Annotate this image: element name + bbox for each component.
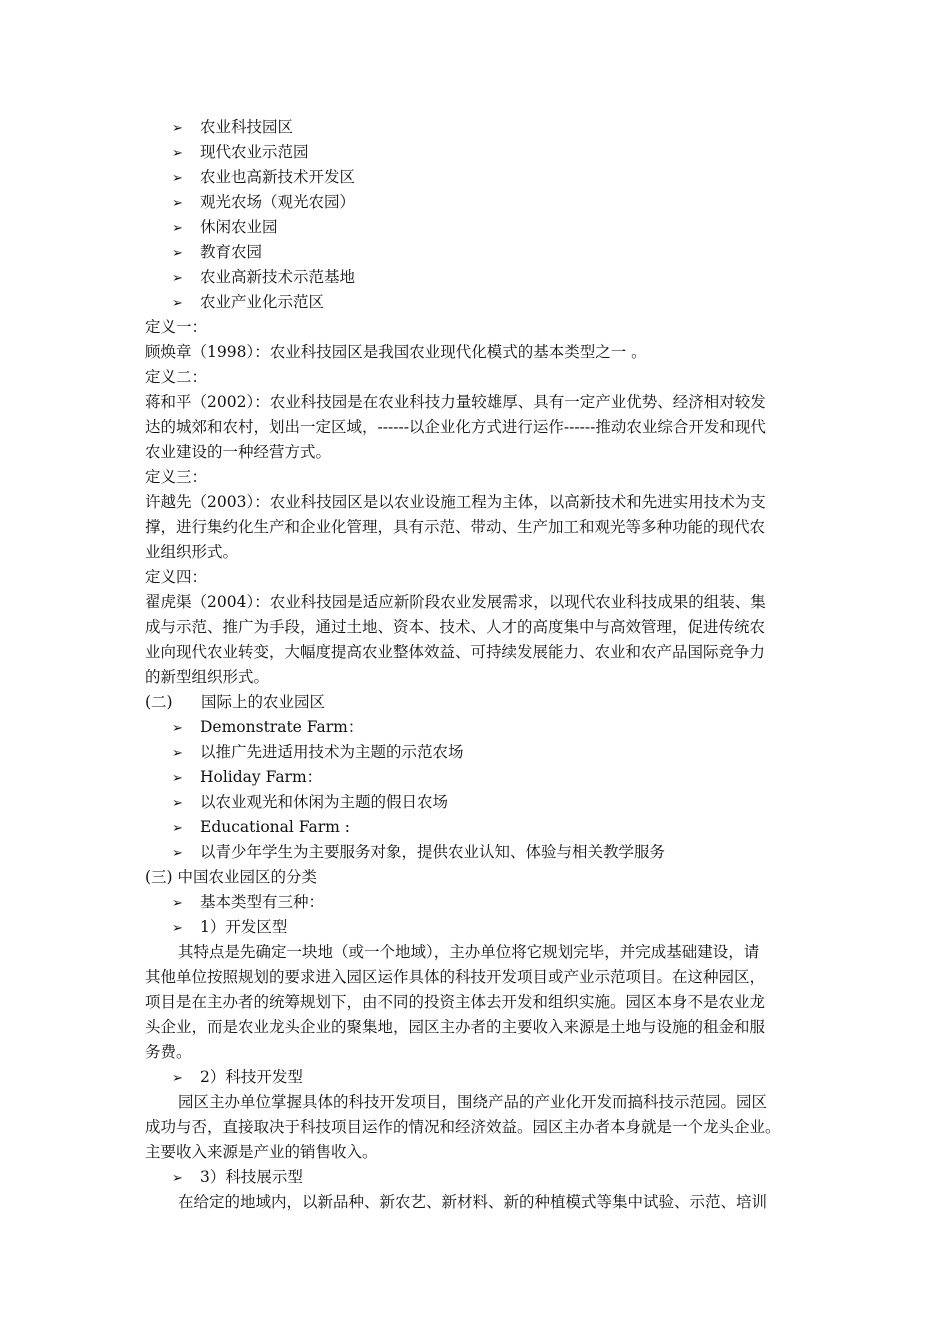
arrow-bullet-icon: ➢ [172,721,183,736]
list-item: ➢ 以农业观光和休闲为主题的假日农场 [172,790,448,816]
definition-text: 的新型组织形式。 [145,668,270,686]
list-item: ➢ 现代农业示范园 [172,140,309,166]
arrow-bullet-icon: ➢ [172,221,183,236]
list-item: ➢ 2）科技开发型 [172,1065,303,1091]
list-item: ➢ Demonstrate Farm： [172,715,363,741]
list-item: ➢ 农业高新技术示范基地 [172,265,355,291]
paragraph-line: 成功与否，直接取决于科技项目运作的情况和经济效益。园区主办者本身就是一个龙头企业。 [145,1118,781,1136]
section-heading [145,690,810,714]
paragraph-line: 项目是在主办者的统筹规划下，由不同的投资主体去开发和组织实施。园区本身不是农业龙 [145,993,766,1011]
list-item: ➢ 以推广先进适用技术为主题的示范农场 [172,740,464,766]
arrow-bullet-icon: ➢ [172,771,183,786]
definition-title: 定义一： [145,318,208,336]
arrow-bullet-icon: ➢ [172,171,183,186]
definition-text: 翟虎渠（2004）：农业科技园是适应新阶段农业发展需求，以现代农业科技成果的组装、集 [145,593,766,611]
list-item: ➢ 农业产业化示范区 [172,290,324,316]
arrow-bullet-icon: ➢ [172,896,183,911]
definition-text: 撑，进行集约化生产和企业化管理，具有示范、带动、生产加工和观光等多种功能的现代农 [145,518,766,536]
definition-text: 顾焕章（1998）：农业科技园区是我国农业现代化模式的基本类型之一 。 [145,343,647,361]
definition-text: 业向现代农业转变，大幅度提高农业整体效益、可持续发展能力、农业和农产品国际竞争力 [145,643,766,661]
list-item: ➢ 休闲农业园 [172,215,278,241]
section-heading: (三) 中国农业园区的分类 [145,868,318,886]
paragraph-line: 其他单位按照规划的要求进入园区运作具体的科技开发项目或产业示范项目。在这种园区， [145,968,766,986]
definition-text: 业组织形式。 [145,543,239,561]
arrow-bullet-icon: ➢ [172,821,183,836]
list-item: ➢ 基本类型有三种： [172,890,324,916]
definition-text: 农业建设的一种经营方式。 [145,443,332,461]
paragraph-line: 在给定的地域内，以新品种、新农艺、新材料、新的种植模式等集中试验、示范、培训 [178,1193,768,1211]
arrow-bullet-icon: ➢ [172,746,183,761]
paragraph-line: 其特点是先确定一块地（或一个地域），主办单位将它规划完毕，并完成基础建设，请 [178,943,760,961]
definition-text: 蒋和平（2002）：农业科技园是在农业科技力量较雄厚、具有一定产业优势、经济相对较发 [145,393,766,411]
arrow-bullet-icon: ➢ [172,846,183,861]
definition-text: 成与示范、推广为手段，通过土地、资本、技术、人才的高度集中与高效管理，促进传统农 [145,618,766,636]
definition-title: 定义三： [145,468,208,486]
paragraph-line: 务费。 [145,1043,192,1061]
paragraph-line: 园区主办单位掌握具体的科技开发项目，围绕产品的产业化开发而搞科技示范园。园区 [178,1093,768,1111]
arrow-bullet-icon: ➢ [172,921,183,936]
list-item: ➢ 农业科技园区 [172,115,293,141]
list-item: ➢ 3）科技展示型 [172,1165,303,1191]
arrow-bullet-icon: ➢ [172,196,183,211]
arrow-bullet-icon: ➢ [172,146,183,161]
list-item: ➢ Holiday Farm： [172,765,322,791]
section-number: (二) [145,693,173,711]
definition-title: 定义二： [145,368,208,386]
list-item: ➢ 以青少年学生为主要服务对象，提供农业认知、体验与相关教学服务 [172,840,665,866]
paragraph-line: 头企业，而是农业龙头企业的聚集地，园区主办者的主要收入来源是土地与设施的租金和服 [145,1018,766,1036]
arrow-bullet-icon: ➢ [172,796,183,811]
definition-title: 定义四： [145,568,208,586]
arrow-bullet-icon: ➢ [172,1171,183,1186]
list-item: ➢ 农业也高新技术开发区 [172,165,355,191]
list-item: ➢ 教育农园 [172,240,262,266]
list-item: ➢ 1）开发区型 [172,915,287,941]
definition-text: 达的城郊和农村，划出一定区域，------以企业化方式进行运作------推动农业综合开发和现代 [145,418,766,436]
list-item: ➢ Educational Farm : [172,815,350,841]
arrow-bullet-icon: ➢ [172,271,183,286]
arrow-bullet-icon: ➢ [172,1071,183,1086]
section-title: 国际上的农业园区 [201,693,326,711]
arrow-bullet-icon: ➢ [172,296,183,311]
paragraph-line: 主要收入来源是产业的销售收入。 [145,1143,378,1161]
list-item: ➢ 观光农场（观光农园） [172,190,355,216]
arrow-bullet-icon: ➢ [172,121,183,136]
definition-text: 许越先（2003）：农业科技园区是以农业设施工程为主体，以高新技术和先进实用技术为支 [145,493,766,511]
arrow-bullet-icon: ➢ [172,246,183,261]
